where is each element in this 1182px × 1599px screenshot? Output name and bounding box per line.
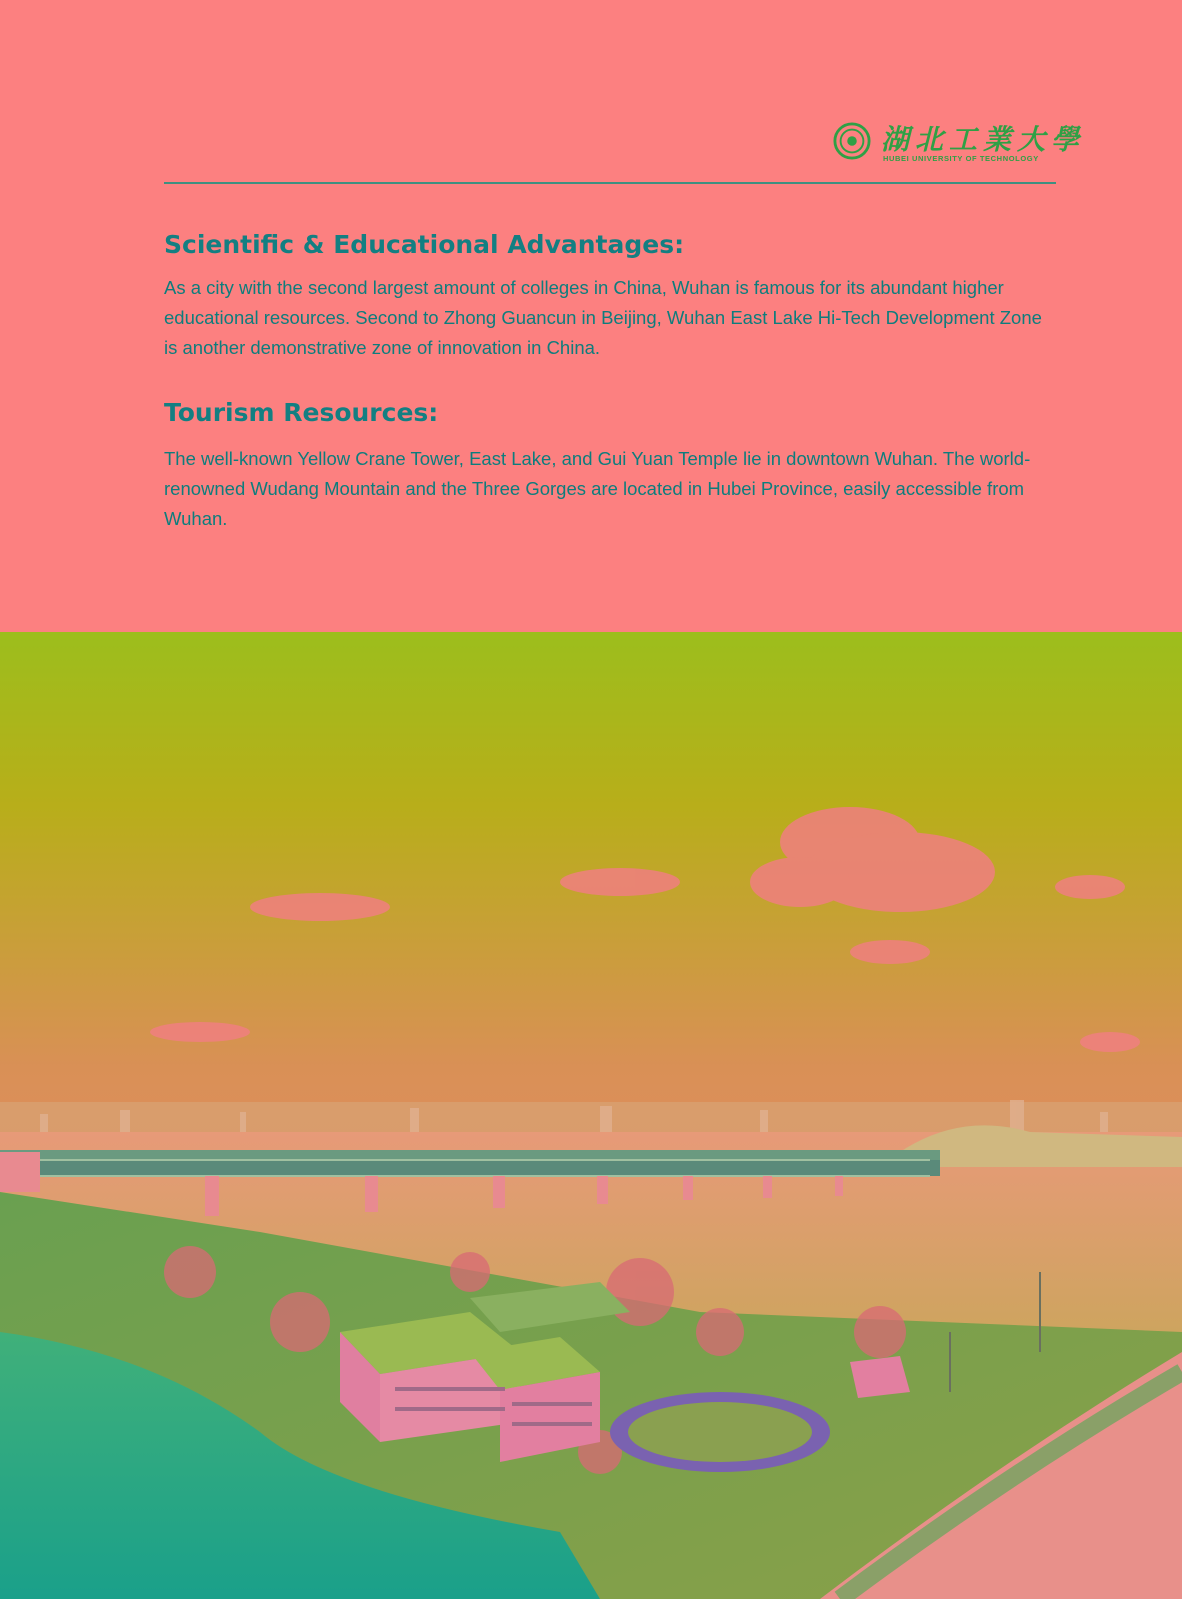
photo-illustration bbox=[0, 632, 1182, 1599]
wuhan-aerial-photo bbox=[0, 632, 1182, 1599]
logo-english-name: HUBEI UNIVERSITY OF TECHNOLOGY bbox=[883, 154, 1039, 163]
section-heading-tourism: Tourism Resources: bbox=[164, 398, 439, 427]
university-logo bbox=[833, 118, 1086, 166]
university-emblem-icon bbox=[833, 122, 871, 160]
sports-track bbox=[610, 1392, 830, 1472]
section-body-tourism: The well-known Yellow Crane Tower, East Lake, and Gui Yuan Temple lie in downtown Wuhan. The world-renowned Wudang Mountain and the Three Gorges are located in Hubei Province, easily accessible from Wuhan. bbox=[164, 448, 1031, 529]
section-body-education: As a city with the second largest amount of colleges in China, Wuhan is famous for its abundant higher educational resources. Second to Zhong Guancun in Beijing, Wuhan East Lake Hi-Tech Development Zone is another demonstrative zone of innovation in China. bbox=[164, 277, 1042, 358]
header-divider bbox=[164, 182, 1056, 184]
section-heading-education: Scientific & Educational Advantages: bbox=[164, 230, 685, 259]
logo-chinese-name: 湖北工業大學 bbox=[881, 123, 1086, 156]
text-panel bbox=[0, 0, 1182, 632]
